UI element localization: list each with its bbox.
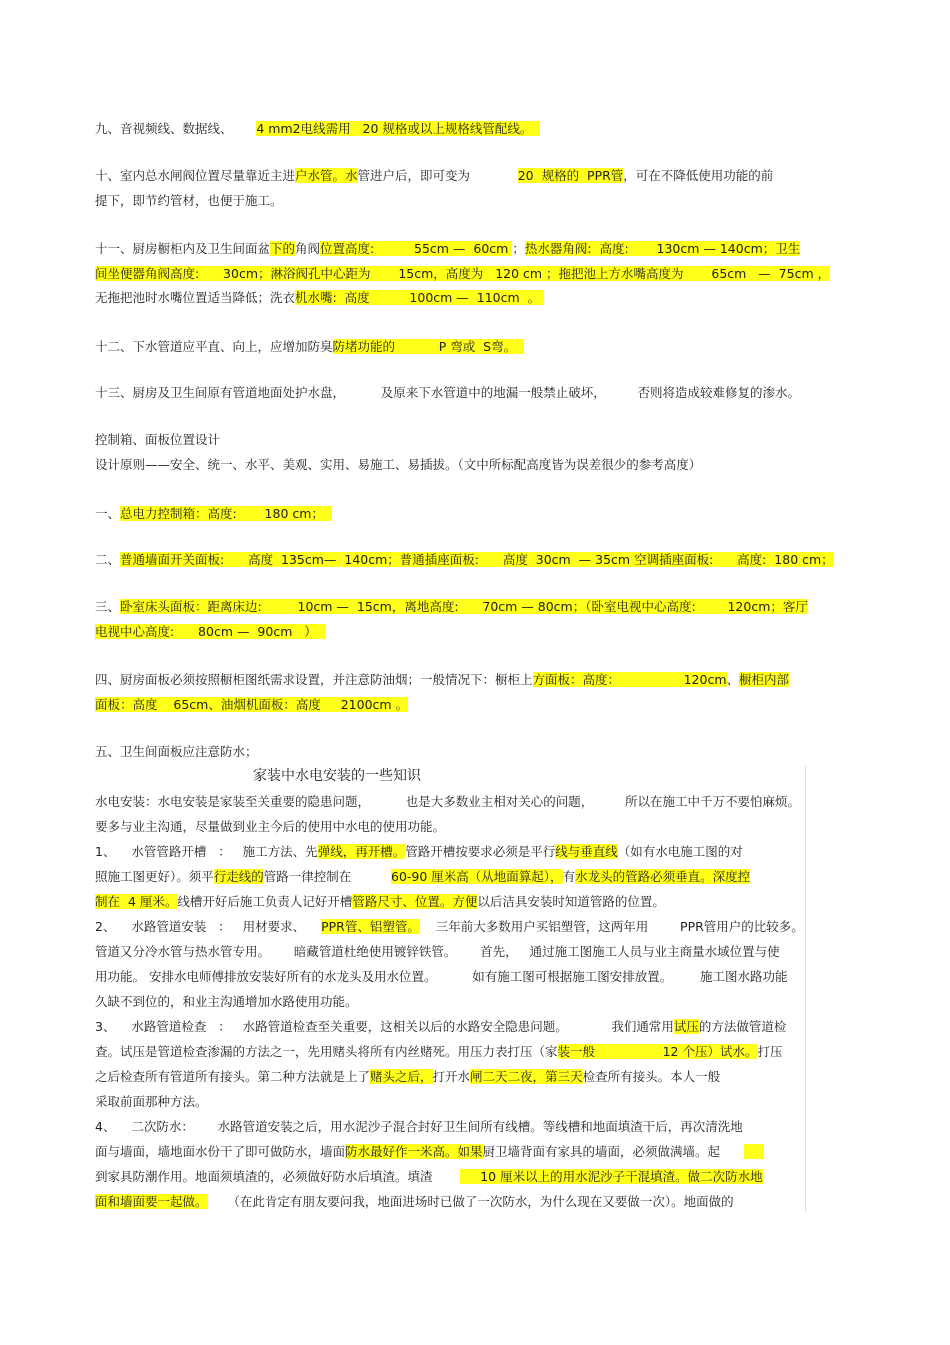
text-segment: 管路开槽按要求必须是平行 xyxy=(405,844,556,859)
text-line xyxy=(95,338,524,355)
text-segment: 十、室内总水闸阀位置尽量靠近主进 xyxy=(95,168,296,183)
text-segment: ，可在不降低使用功能的前 xyxy=(623,168,774,183)
text-line xyxy=(95,623,325,640)
text-line xyxy=(95,993,358,1010)
text-segment: 久缺不到位的，和业主沟通增加水路使用功能。 xyxy=(95,994,358,1009)
highlighted-text: 普通墙面开关面板: 高度 135cm— 140cm；普通插座面板: 高度 30cm — 35cm 空调插座面板: 高度: 180 cm； xyxy=(120,552,834,567)
text-line xyxy=(95,192,283,209)
text-segment: 要多与业主沟通，尽量做到业主今后的使用中水电的使用功能。 xyxy=(95,819,446,834)
text-line xyxy=(95,843,743,860)
text-segment: 四、厨房面板必须按照橱柜图纸需求设置，并注意防油烟；一般情况下：橱柜上 xyxy=(95,672,533,687)
highlighted-text: 橱柜内部 xyxy=(739,672,790,687)
text-line xyxy=(95,868,750,885)
text-line xyxy=(95,1093,208,1110)
highlighted-text: 60-90 厘米高（从地面算起）， xyxy=(391,869,563,884)
text-segment: 之后检查所有管道所有接头。第二种方法就是上了 xyxy=(95,1069,371,1084)
text-segment: 打压 xyxy=(757,1044,783,1059)
text-segment: 4、 二次防水： 水路管道安装之后，用水泥沙子混合封好卫生间所有线槽。等线槽和地面填渣干后，再次清洗地 xyxy=(95,1119,743,1134)
text-line xyxy=(95,598,808,615)
text-line xyxy=(95,743,258,760)
text-segment: 二、 xyxy=(95,552,121,567)
text-line xyxy=(95,551,834,568)
text-segment: 角阀 xyxy=(295,241,321,256)
text-segment: 三、 xyxy=(95,599,121,614)
highlighted-text: 水龙头的管路必须垂直。深度控 xyxy=(575,869,751,884)
highlighted-text: 4 mm2电线需用 20 规格或以上规格线管配线。 xyxy=(256,121,541,136)
text-segment: 设计原则——安全、统一、水平、美观、实用、易施工、易插拔。（文中所标配高度皆为误差很少的参考高度） xyxy=(95,457,702,472)
highlighted-text: 卧室床头面板：距离床边: 10cm — 15cm，离地高度: 70cm — 80cm；（卧室电视中心高度: 120cm；客厅 xyxy=(120,599,808,614)
text-line xyxy=(95,893,665,910)
text-segment: 有 xyxy=(562,869,576,884)
highlighted-text: 线与垂直线 xyxy=(555,844,618,859)
text-line xyxy=(95,1143,764,1160)
text-segment: 十三、厨房及卫生间原有管道地面处护水盘， 及原来下水管道中的地漏一般禁止破坏， 否则将造成较难修复的渗水。 xyxy=(95,385,801,400)
text-segment: 无拖把池时水嘴位置适当降低；洗衣 xyxy=(95,290,296,305)
highlighted-text: 赌头之后， xyxy=(370,1069,433,1084)
text-line xyxy=(95,431,220,448)
text-segment: 九、音视频线、数据线、 xyxy=(95,121,257,136)
highlighted-text: 位置高度: 55cm — 60cm xyxy=(320,241,513,256)
highlighted-text: 面板：高度 65cm、油烟机面板：高度 2100cm 。 xyxy=(95,697,409,712)
text-segment: 管路一律控制在 xyxy=(263,869,392,884)
highlighted-text xyxy=(744,1144,764,1159)
text-segment: 线槽开好后施工负责人记好开槽 xyxy=(177,894,353,909)
text-segment: 十一、厨房橱柜内及卫生间面盆 xyxy=(95,241,271,256)
text-segment: ； xyxy=(512,241,525,256)
text-segment: 水电安装：水电安装是家装至关重要的隐患问题， 也是大多数业主相对关心的问题， 所以在施工中千万不要怕麻烦。 xyxy=(95,794,801,809)
text-line xyxy=(95,289,544,306)
text-line xyxy=(95,120,540,137)
highlighted-text: 制在 4 厘米。 xyxy=(95,894,178,909)
text-segment: 、 xyxy=(726,672,740,687)
text-segment: 的方法做管道检 xyxy=(698,1019,787,1034)
text-segment: 查。试压是管道检查渗漏的方法之一，先用赌头将所有内丝赌死。用压力表打压（家 xyxy=(95,1044,558,1059)
highlighted-text: 方面板：高度： 120cm xyxy=(532,672,727,687)
text-segment: 用功能。 安排水电师傅排放安装好所有的水龙头及用水位置。 如有施工图可根据施工图安排放置。 施工图水路功能 xyxy=(95,969,788,984)
text-segment: 三年前大多数用户买铝塑管，这两年用 PPR管用户的比较多。 xyxy=(419,919,804,934)
text-line xyxy=(95,943,780,960)
highlighted-text: 弹线，再开槽。 xyxy=(317,844,406,859)
text-line xyxy=(95,456,701,473)
highlighted-text: 闸二天二夜，第三天 xyxy=(470,1069,583,1084)
highlighted-text: 间坐便器角阀高度: 30cm；淋浴阀孔中心距为 15cm，高度为 120 cm ；拖把池上方水嘴高度为 65cm — 75cm ， xyxy=(95,266,831,281)
section-title: 家装中水电安装的一些知识 xyxy=(253,768,421,784)
text-segment: 采取前面那种方法。 xyxy=(95,1094,208,1109)
text-segment: 面与墙面，墙地面水份干了即可做防水，墙面 xyxy=(95,1144,346,1159)
text-line xyxy=(95,1018,786,1035)
text-segment: 控制箱、面板位置设计 xyxy=(95,432,221,447)
text-line xyxy=(95,505,332,522)
text-line xyxy=(95,968,788,985)
text-line xyxy=(95,265,830,282)
highlighted-text: 行走线的 xyxy=(213,869,264,884)
highlighted-text: 下的 xyxy=(270,241,296,256)
highlighted-text: 水 xyxy=(345,168,358,183)
text-segment: 2、 水路管道安装 ： 用材要求、 xyxy=(95,919,322,934)
highlighted-text: PPR管、铝塑管。 xyxy=(321,919,420,934)
highlighted-text: 机水嘴: 高度 100cm — 110cm 。 xyxy=(295,290,545,305)
text-line xyxy=(95,696,408,713)
text-line xyxy=(95,240,800,257)
text-segment: 十二、下水管道应平直、向上，应增加防臭 xyxy=(95,339,333,354)
highlighted-text: 防水最好作一米高。如果 xyxy=(345,1144,483,1159)
text-line xyxy=(95,384,800,401)
text-segment: 1、 水管管路开槽 ： 施工方法、先 xyxy=(95,844,318,859)
text-line xyxy=(95,1168,763,1185)
text-segment: 以后洁具安装时知道管路的位置。 xyxy=(477,894,665,909)
text-segment: 管进户后，即可变为 xyxy=(357,168,518,183)
text-segment: 照施工图更好）。须平 xyxy=(95,869,214,884)
highlighted-text: 面和墙面要一起做。 xyxy=(95,1194,208,1209)
highlighted-text: 户水管。 xyxy=(295,168,346,183)
text-segment: 一、 xyxy=(95,506,121,521)
text-line xyxy=(95,671,789,688)
text-line xyxy=(95,167,773,184)
text-segment: 检查所有接头。本人一般 xyxy=(582,1069,721,1084)
text-segment: 3、 水路管道检查 ： 水路管道检查至关重要，这相关以后的水路安全隐患问题。 我们通常用 xyxy=(95,1019,674,1034)
text-segment: 管道又分冷水管与热水管专用。 暗藏管道杜绝使用镀锌铁管。 首先， 通过施工图施工人员与业主商量水域位置与使 xyxy=(95,944,780,959)
highlighted-text: 电视中心高度: 80cm — 90cm ） xyxy=(95,624,325,639)
text-line xyxy=(95,1043,782,1060)
text-line xyxy=(95,818,445,835)
text-segment: 到家具防潮作用。地面须填渣的，必须做好防水后填渣。填渣 xyxy=(95,1169,461,1184)
highlighted-text: 热水器角阀: 高度: 130cm — 140cm；卫生 xyxy=(524,241,801,256)
text-segment: （如有水电施工图的对 xyxy=(617,844,743,859)
text-segment: （在此肯定有朋友要问我，地面进场时已做了一次防水，为什么现在又要做一次）。地面做的 xyxy=(207,1194,734,1209)
text-line xyxy=(95,793,800,810)
highlighted-text: 装一般 12 个压）试水。 xyxy=(557,1044,758,1059)
highlighted-text: 管路尺寸、位置。方便 xyxy=(352,894,478,909)
text-line xyxy=(95,1193,734,1210)
text-segment: 五、卫生间面板应注意防水； xyxy=(95,744,258,759)
highlighted-text: 试压 xyxy=(673,1019,699,1034)
text-segment: 厨卫墙背面有家具的墙面，必须做满墙。起 xyxy=(482,1144,744,1159)
text-segment: 提下，即节约管材，也便于施工。 xyxy=(95,193,283,208)
column-divider xyxy=(805,766,806,1212)
text-line xyxy=(95,1068,720,1085)
text-line xyxy=(95,1118,743,1135)
highlighted-text: 10 厘米以上的用水泥沙子干混填渣。做二次防水地 xyxy=(460,1169,763,1184)
highlighted-text: 20 规格的 PPR管 xyxy=(517,168,624,183)
text-line xyxy=(95,918,804,935)
highlighted-text: 总电力控制箱：高度: 180 cm； xyxy=(120,506,332,521)
highlighted-text: 防堵功能的 P 弯或 S弯。 xyxy=(332,339,525,354)
text-segment: 打开水 xyxy=(432,1069,471,1084)
